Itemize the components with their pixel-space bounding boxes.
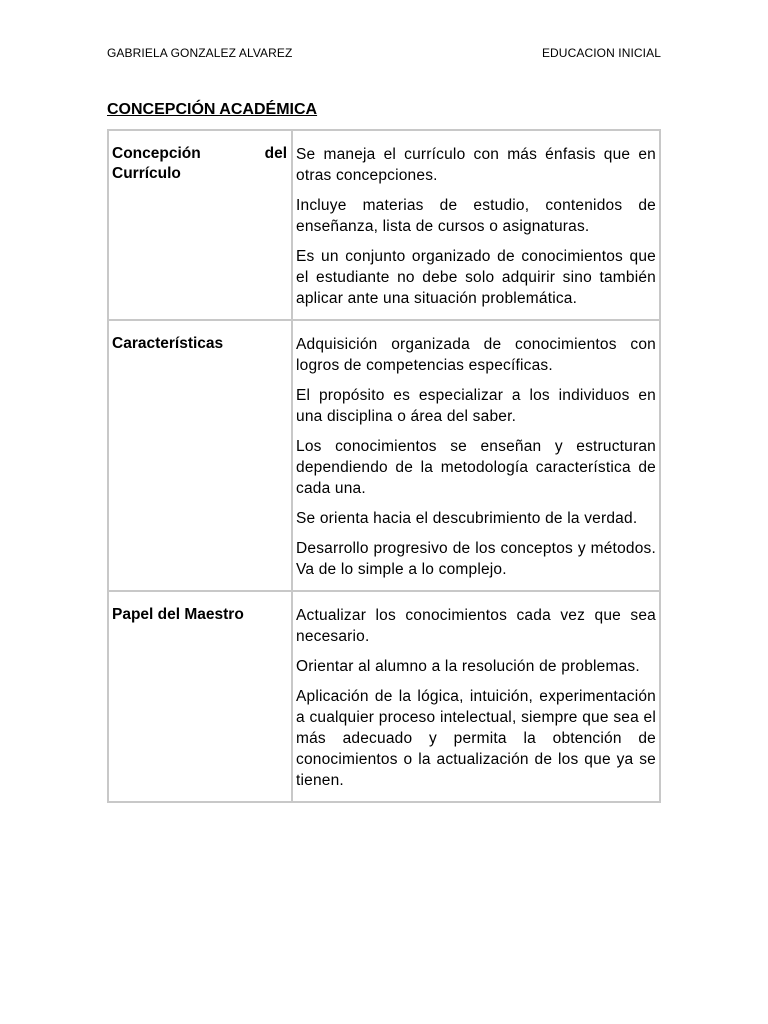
document-title: CONCEPCIÓN ACADÉMICA <box>107 101 318 118</box>
row-label <box>108 591 292 802</box>
content-paragraph: Adquisición organizada de conocimientos con logros de competencias específicas. <box>296 336 656 374</box>
table-row <box>108 320 660 591</box>
row-label-line: Papel del Maestro <box>112 606 244 623</box>
row-content <box>292 320 660 591</box>
content-paragraph: Orientar al alumno a la resolución de problemas. <box>296 658 640 675</box>
row-content <box>292 591 660 802</box>
content-paragraph: Actualizar los conocimientos cada vez que sea necesario. <box>296 607 656 645</box>
page-header <box>107 46 661 60</box>
row-content <box>292 130 660 320</box>
content-paragraph: Se orienta hacia el descubrimiento de la verdad. <box>296 510 638 527</box>
row-label <box>108 130 292 320</box>
content-paragraph: Incluye materias de estudio, contenidos de enseñanza, lista de cursos o asignaturas. <box>296 197 656 235</box>
content-paragraph: Es un conjunto organizado de conocimientos que el estudiante no debe solo adquirir sino también aplicar ante una situación problemática. <box>296 248 656 307</box>
content-paragraph: Desarrollo progresivo de los conceptos y métodos. Va de lo simple a lo complejo. <box>296 540 656 578</box>
table-row <box>108 591 660 802</box>
row-label <box>108 320 292 591</box>
content-paragraph: Aplicación de la lógica, intuición, experimentación a cualquier proceso intelectual, siempre que sea el más adecuado y permita la obtención de conocimientos o la actualización de los que ya se tienen. <box>296 688 656 789</box>
header-author: GABRIELA GONZALEZ ALVAREZ <box>107 46 293 60</box>
table-row <box>108 130 660 320</box>
header-subject: EDUCACION INICIAL <box>541 46 661 60</box>
content-paragraph: Los conocimientos se enseñan y estructuran dependiendo de la metodología característica de cada una. <box>296 438 656 497</box>
row-label-line: Características <box>112 335 224 352</box>
concept-table <box>107 129 661 803</box>
content-paragraph: El propósito es especializar a los individuos en una disciplina o área del saber. <box>296 387 656 425</box>
row-label-line: Concepción del <box>112 145 287 162</box>
row-label-line: Currículo <box>112 165 181 182</box>
content-paragraph: Se maneja el currículo con más énfasis que en otras concepciones. <box>296 146 656 184</box>
